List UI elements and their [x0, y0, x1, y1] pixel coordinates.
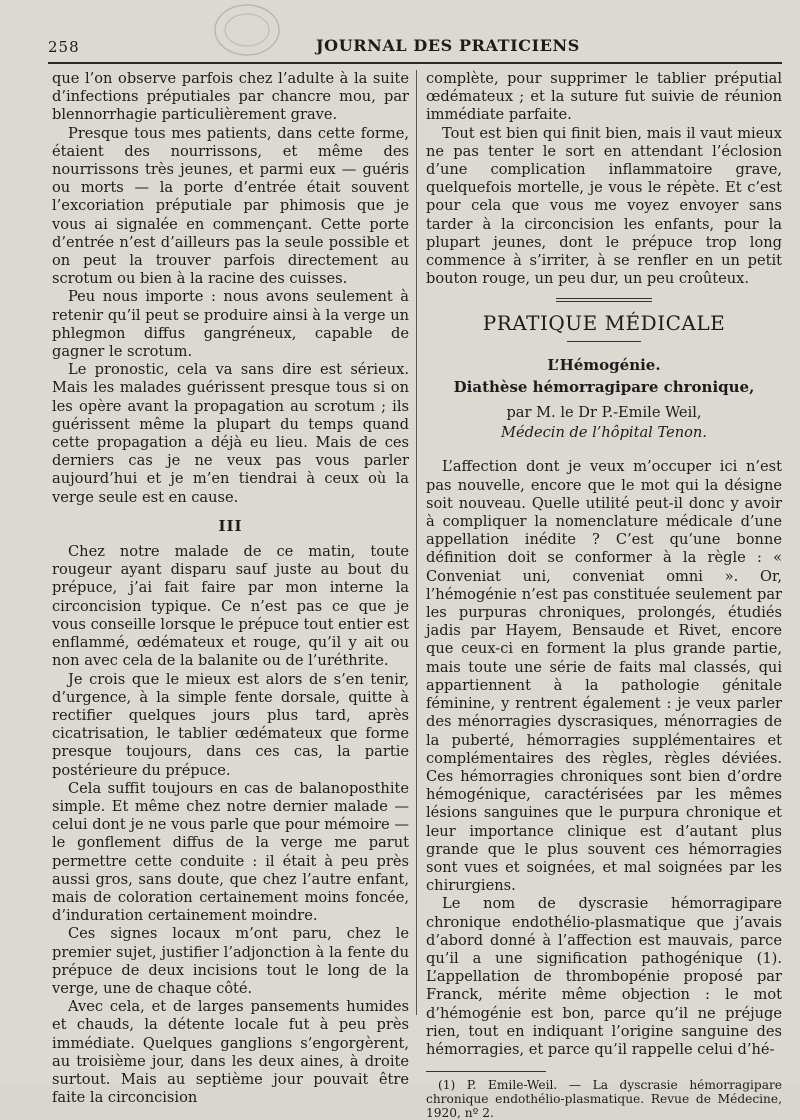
paragraph: Tout est bien qui finit bien, mais il vaut mieux ne pas tenter le sort en attendant l’éclosion d’une complication inflammatoire grave, quelquefois mortelle, je vous le répète. Et c’est pour cela que vous me voyez envoyer sans tarder à la circoncision les enfants, pour la plupart jeunes, dont le prépuce trop long commence à s’irriter, à se renfler en un petit bouton rouge, un peu dur, un peu croûteux.	[426, 124, 782, 288]
article-title: L’Hémogénie.	[547, 355, 661, 374]
paragraph: Je crois que le mieux est alors de s’en tenir, d’urgence, à la simple fente dorsale, quitte à rectifier quelques jours plus tard, après cicatrisation, le tablier œdémateux que forme presque toujours, dans ces cas, la partie postérieure du prépuce.	[52, 670, 409, 779]
column-divider	[416, 70, 417, 1015]
paragraph: Ces signes locaux m’ont paru, chez le premier sujet, justifier l’adjonction à la fente du prépuce de deux incisions tout le long de la verge, une de chaque côté.	[52, 925, 409, 997]
footnote: (1) P. Emile-Weil. — La dyscrasie hémorragipare chronique endothélio-plasmatique. Revue de Médecine, 1920, nº 2.	[426, 1078, 782, 1120]
right-column	[426, 70, 782, 1120]
page-number: 258	[48, 38, 80, 56]
section-ornament	[556, 298, 652, 302]
article-subtitle: Diathèse hémorragipare chronique,	[453, 377, 755, 396]
paragraph: Chez notre malade de ce matin, toute rougeur ayant disparu sauf juste au bout du prépuce, j’ai fait faire par mon interne la circoncision typique. Ce n’est pas ce que je vous conseille lorsque le prépuce tout entier est enflammé, œdémateux et rouge, qu’il y ait ou non avec cela de la balanite ou de l’uréthrite.	[52, 543, 409, 670]
running-header	[48, 34, 788, 58]
paragraph: Le pronostic, cela va sans dire est sérieux. Mais les malades guérissent presque tous si on les opère avant la propagation au scrotum ; ils guérissent même la plupart du temps quand cette propagation a déjà eu lieu. Mais de ces derniers cas je ne veux pas vous parler aujourd’hui et je m’en tiendrai à ceux où la verge seule est en cause.	[52, 361, 409, 506]
footnote-rule	[426, 1071, 546, 1072]
article-byline: par M. le Dr P.-Emile Weil,	[506, 404, 702, 422]
paragraph: Le nom de dyscrasie hémorragipare chronique endothélio-plasmatique que j’avais d’abord donné à l’affection est mauvais, parce qu’il a une signification pathogénique (1). L’appellation de thrombopénie proposé par Franck, mérite même objection : le mot d’hémogénie est bon, parce qu’il ne préjuge rien, tout en indiquant l’origine sanguine des hémorragies, et parce qu’il rappelle celui d’hé-	[426, 895, 782, 1058]
left-column	[52, 70, 409, 1107]
header-rule	[48, 62, 782, 64]
journal-title: JOURNAL DES PRATICIENS	[316, 36, 580, 55]
rubric-rule	[567, 341, 641, 342]
paragraph: que l’on observe parfois chez l’adulte à la suite d’infections préputiales par chancre mou, par blennorrhagie particulièrement grave.	[52, 70, 409, 124]
rubric-title: PRATIQUE MÉDICALE	[482, 311, 726, 336]
section-number: III	[218, 516, 243, 535]
paragraph: Cela suffit toujours en cas de balanoposthite simple. Et même chez notre dernier malade — celui dont je ne vous parle que pour mémoire — le gonflement diffus de la verge me parut permettre cette conduite : il était à peu près aussi gros, sans doute, que chez l’autre enfant, mais de coloration certainement moins foncée, d’induration certainement moindre.	[52, 779, 409, 925]
paragraph: Peu nous importe : nous avons seulement à retenir qu’il peut se produire ainsi à la verge un phlegmon diffus gangréneux, capable de gagner le scrotum.	[52, 288, 409, 361]
paragraph: Avec cela, et de larges pansements humides et chauds, la détente locale fut à peu près immédiate. Quelques ganglions s’engorgèrent, au troisième jour, dans les deux aines, à droite surtout. Mais au septième jour pouvait être faite la circoncision	[52, 998, 409, 1107]
paragraph: Presque tous mes patients, dans cette forme, étaient des nourrissons, et même des nourrissons très jeunes, et parmi eux — guéris ou morts — la porte d’entrée était souvent l’excoriation préputiale par phimosis que je vous ai signalée en commençant. Cette porte d’entrée n’est d’ailleurs pas la seule possible et on peut la trouver parfois directement au scrotum ou bien à la racine des cuisses.	[52, 124, 409, 288]
paragraph: L’affection dont je veux m’occuper ici n’est pas nouvelle, encore que le mot qui la désigne soit nouveau. Quelle utilité peut-il donc y avoir à compliquer la nomenclature médicale d’une appellation inédite ? C’est qu’une bonne définition doit se conformer à la règle : « Conveniat uni, conveniat omni ». Or, l’hémogénie n’est pas constituée seulement par les purpuras chroniques, prolongés, étudiés jadis par Hayem, Bensaude et Rivet, encore que ceux-ci en forment la plus grande partie, mais toute une série de faits mal classés, qui appartiennent à la pathologie génitale féminine, y rentrent également : je veux parler des ménorragies dyscrasiques, ménorragies de la puberté, hémorragies supplémentaires et complémentaires des règles, règles déviées. Ces hémorragies chroniques sont bien d’ordre hémogénique, caractérisées par les mêmes lésions sanguines que le purpura chronique et leur importance clinique est d’autant plus grande que le plus souvent ces hémorragies sont vues et soignées, et mal soignées par les chirurgiens.	[426, 458, 782, 895]
author-affiliation: Médecin de l’hôpital Tenon.	[501, 424, 707, 442]
paragraph: complète, pour supprimer le tablier préputial œdémateux ; et la suture fut suivie de réunion immédiate parfaite.	[426, 70, 782, 124]
